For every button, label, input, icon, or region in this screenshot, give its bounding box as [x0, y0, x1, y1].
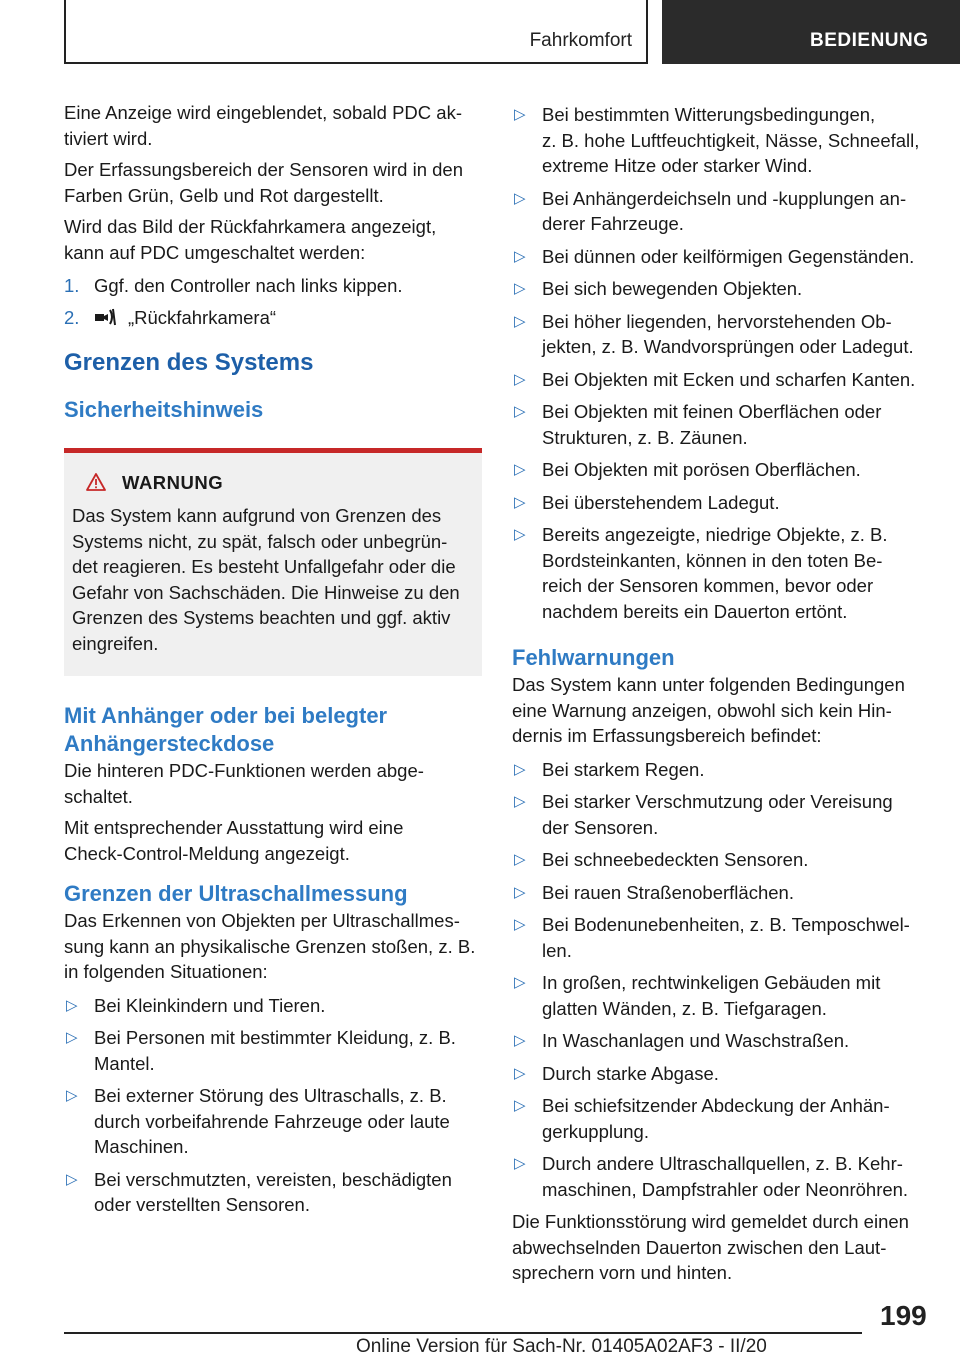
list-item — [512, 912, 930, 963]
list-item-text: Bei Bodenunebenheiten, z. B. Temposchwel- len. — [542, 914, 910, 961]
list-item-text: Bei bestimmten Witterungsbedingungen, z. B. hohe Luftfeuchtigkeit, Nässe, Schneefall, extreme Hitze oder starker Wind. — [542, 104, 920, 176]
list-item — [512, 880, 930, 906]
warning-triangle-icon — [86, 473, 106, 491]
triangle-right-icon: ▷ — [66, 996, 78, 1014]
footer-divider — [64, 1332, 862, 1334]
list-item — [512, 367, 930, 393]
triangle-right-icon: ▷ — [514, 916, 526, 933]
list-item-text: Durch andere Ultraschallquellen, z. B. Kehr- maschinen, Dampfstrahler oder Neonröhren. — [542, 1153, 909, 1200]
triangle-right-icon: ▷ — [66, 1087, 78, 1104]
page-number: 199 — [880, 1300, 927, 1331]
header-chapter-box — [662, 0, 960, 64]
triangle-right-icon: ▷ — [514, 247, 526, 265]
subheading-trailer: Mit Anhänger oder bei belegter Anhängersteckdose — [64, 703, 388, 756]
step-item — [64, 305, 482, 331]
left-column — [64, 100, 482, 1225]
step-list — [64, 273, 482, 330]
header-chapter-title: BEDIENUNG — [810, 30, 929, 51]
warning-label: WARNUNG — [122, 472, 224, 493]
triangle-right-icon: ▷ — [514, 280, 526, 297]
list-item — [512, 522, 930, 624]
list-item — [512, 399, 930, 450]
triangle-right-icon: ▷ — [66, 1029, 78, 1046]
list-item — [512, 1093, 930, 1144]
list-item — [512, 970, 930, 1021]
list-item-text: Bei rauen Straßenoberflächen. — [542, 881, 794, 903]
triangle-right-icon: ▷ — [514, 1032, 526, 1049]
list-item-text: Bei Anhängerdeichseln und -kupplungen an- derer Fahrzeuge. — [542, 187, 907, 234]
ultrasound-paragraph: Das Erkennen von Objekten per Ultraschallmes- sung kann an physikalische Grenzen stoßen, z. B. in folgenden Situationen: — [64, 910, 476, 982]
list-item-text: Bei schneebedeckten Sensoren. — [542, 849, 809, 870]
false-warnings-paragraph: Das System kann unter folgenden Bedingungen eine Warnung anzeigen, obwohl sich kein Hin- dernis im Erfassungsbereich befindet: — [512, 674, 905, 746]
list-item-text: In großen, rechtwinkeligen Gebäuden mit glatten Wänden, z. B. Tiefgaragen. — [542, 972, 881, 1019]
list-item — [512, 1061, 930, 1087]
list-item — [512, 102, 930, 179]
list-item-text: Bei verschmutzten, vereisten, beschädigten oder verstellten Sensoren. — [94, 1168, 452, 1215]
list-item — [512, 186, 930, 237]
header-section-box — [64, 0, 648, 64]
list-item-text: Bei überstehendem Ladegut. — [542, 491, 780, 513]
triangle-right-icon: ▷ — [514, 1097, 526, 1114]
step-number: 1. — [64, 275, 80, 296]
triangle-right-icon: ▷ — [514, 1155, 526, 1172]
list-item — [64, 993, 482, 1019]
subheading-false-warnings: Fehlwarnungen — [512, 645, 675, 670]
step-text: Ggf. den Controller nach links kippen. — [94, 275, 403, 296]
footer-online-version: Online Version für Sach-Nr. 01405A02AF3 - II/20 — [356, 1336, 767, 1357]
list-item — [512, 847, 930, 873]
trailer-paragraph-1: Die hinteren PDC-Funktionen werden abge- schaltet. — [64, 760, 424, 807]
triangle-right-icon: ▷ — [514, 793, 526, 810]
intro-paragraph-1: Eine Anzeige wird eingeblendet, sobald PDC ak- tiviert wird. — [64, 102, 462, 149]
list-item-text: Bei Personen mit bestimmter Kleidung, z. B. Mantel. — [94, 1027, 456, 1074]
list-item — [512, 457, 930, 483]
warning-box — [64, 448, 482, 676]
triangle-right-icon: ▷ — [514, 370, 526, 388]
step-number: 2. — [64, 306, 80, 328]
triangle-right-icon: ▷ — [514, 189, 526, 207]
list-item — [64, 1083, 482, 1160]
list-item — [512, 757, 930, 783]
intro-paragraph-3: Wird das Bild der Rückfahrkamera angezeigt, kann auf PDC umgeschaltet werden: — [64, 216, 437, 263]
triangle-right-icon: ▷ — [514, 461, 526, 478]
list-item-text: Durch starke Abgase. — [542, 1062, 719, 1084]
triangle-right-icon: ▷ — [514, 974, 526, 991]
header-section-title: Fahrkomfort — [529, 30, 632, 51]
section-heading-system-limits: Grenzen des Systems — [64, 349, 314, 376]
situation-list — [512, 102, 930, 624]
triangle-right-icon: ▷ — [514, 851, 526, 868]
list-item-text: Bei Objekten mit Ecken und scharfen Kanten. — [542, 368, 916, 390]
list-item-text: Bei schiefsitzender Abdeckung der Anhän- gerkupplung. — [542, 1095, 890, 1142]
right-column — [512, 100, 930, 1292]
list-item — [512, 244, 930, 270]
warning-text: Das System kann aufgrund von Grenzen des Systems nicht, zu spät, falsch oder unbegrün- det reagieren. Es besteht Unfallgefahr oder die Gefahr von Sachschäden. Die Hinweise zu den Grenzen des Systems beachten und ggf. aktiv eingreifen. — [72, 505, 460, 654]
step-item — [64, 273, 482, 299]
list-item-text: Bei starkem Regen. — [542, 758, 705, 780]
triangle-right-icon: ▷ — [514, 1064, 526, 1082]
list-item-text: Bei externer Störung des Ultraschalls, z. B. durch vorbeifahrende Fahrzeuge oder laute Maschinen. — [94, 1085, 450, 1157]
list-item — [512, 789, 930, 840]
step-text: „Rückfahrkamera“ — [128, 306, 277, 328]
list-item — [512, 490, 930, 516]
closing-paragraph: Die Funktionsstörung wird gemeldet durch einen abwechselnden Dauerton zwischen den Laut- sprechern vorn und hinten. — [512, 1211, 909, 1283]
list-item-text: Bereits angezeigte, niedrige Objekte, z. B. Bordsteinkanten, können in den toten Be- reich der Sensoren kommen, bevor oder nachdem bereits ein Dauerton ertönt. — [542, 524, 888, 622]
triangle-right-icon: ▷ — [66, 1170, 78, 1188]
ultrasound-limit-list — [64, 993, 482, 1218]
list-item-text: Bei starker Verschmutzung oder Vereisung der Sensoren. — [542, 791, 893, 838]
triangle-right-icon: ▷ — [514, 526, 526, 543]
subheading-safety-note: Sicherheitshinweis — [64, 397, 264, 422]
triangle-right-icon: ▷ — [514, 883, 526, 901]
trailer-paragraph-2: Mit entsprechender Ausstattung wird eine Check-Control-Meldung angezeigt. — [64, 817, 404, 864]
list-item-text: Bei dünnen oder keilförmigen Gegenständen. — [542, 245, 915, 267]
list-item — [64, 1167, 482, 1218]
parking-camera-icon — [94, 308, 118, 326]
list-item — [512, 1028, 930, 1054]
list-item-text: Bei Kleinkindern und Tieren. — [94, 994, 326, 1016]
list-item — [512, 309, 930, 360]
list-item-text: Bei Objekten mit porösen Oberflächen. — [542, 459, 861, 480]
triangle-right-icon: ▷ — [514, 106, 526, 123]
warning-header — [86, 471, 472, 495]
triangle-right-icon: ▷ — [514, 403, 526, 420]
intro-paragraph-2: Der Erfassungsbereich der Sensoren wird in den Farben Grün, Gelb und Rot dargestellt. — [64, 159, 463, 206]
list-item-text: Bei sich bewegenden Objekten. — [542, 278, 803, 299]
list-item-text: Bei Objekten mit feinen Oberflächen oder Strukturen, z. B. Zäunen. — [542, 401, 882, 448]
subheading-ultrasound-limits: Grenzen der Ultraschallmessung — [64, 881, 408, 906]
false-warning-list — [512, 757, 930, 1203]
list-item — [512, 1151, 930, 1202]
list-item-text: Bei höher liegenden, hervorstehenden Ob- jekten, z. B. Wandvorsprüngen oder Ladegut. — [542, 310, 914, 357]
list-item-text: In Waschanlagen und Waschstraßen. — [542, 1030, 850, 1051]
list-item — [64, 1025, 482, 1076]
triangle-right-icon: ▷ — [514, 493, 526, 511]
triangle-right-icon: ▷ — [514, 760, 526, 778]
triangle-right-icon: ▷ — [514, 312, 526, 330]
list-item — [512, 276, 930, 302]
